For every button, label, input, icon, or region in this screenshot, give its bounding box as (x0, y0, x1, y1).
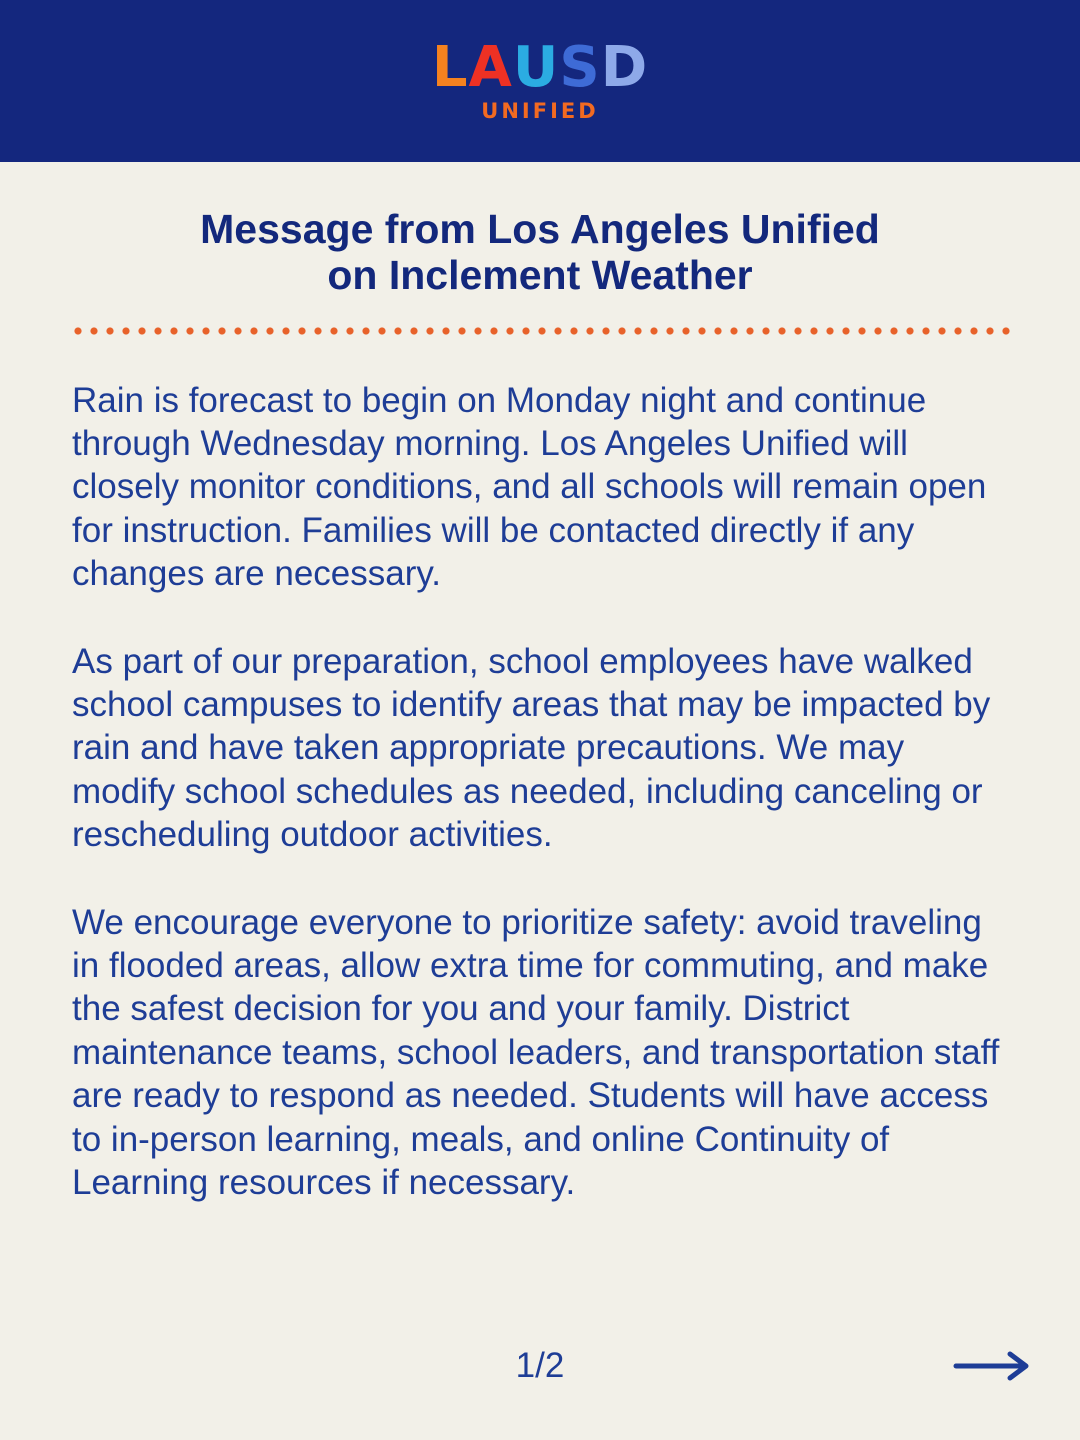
paragraph-1: Rain is forecast to begin on Monday night and continue through Wednesday morning. Los Angeles Unified will closely monitor conditions, and all schools will remain open for instruction. Families will be contacted directly if any changes are necessary. (72, 380, 987, 594)
header-banner (0, 0, 1080, 162)
logo-letter-d: D (600, 34, 649, 100)
logo-letter-l: L (431, 34, 469, 100)
logo-letter-s: S (559, 34, 601, 100)
logo-subtitle: UNIFIED (481, 98, 599, 123)
lausd-logo (431, 34, 649, 100)
paragraph-3: We encourage everyone to prioritize safety: avoid traveling in flooded areas, allow extra time for commuting, and make the safest decision for you and your family. District maintenance teams, school leaders, and transportation staff are ready to respond as needed. Students will have access to in-person learning, meals, and online Continuity of Learning resources if necessary. (72, 902, 1000, 1202)
paragraph-2: As part of our preparation, school employees have walked school campuses to identify areas that may be impacted by rain and have taken appropriate precautions. We may modify school schedules as needed, including canceling or rescheduling outdoor activities. (72, 641, 991, 855)
page-indicator: 1/2 (515, 1346, 565, 1385)
next-arrow-icon[interactable] (952, 1350, 1032, 1382)
logo-letter-u: U (512, 34, 560, 100)
title-line-1: Message from Los Angeles Unified (200, 206, 880, 252)
title-line-2: on Inclement Weather (327, 252, 753, 299)
message-body (72, 379, 1008, 1205)
footer (0, 1338, 1080, 1394)
logo-letter-a: A (468, 34, 513, 100)
page-title (0, 206, 1080, 299)
dotted-divider (70, 327, 1010, 335)
